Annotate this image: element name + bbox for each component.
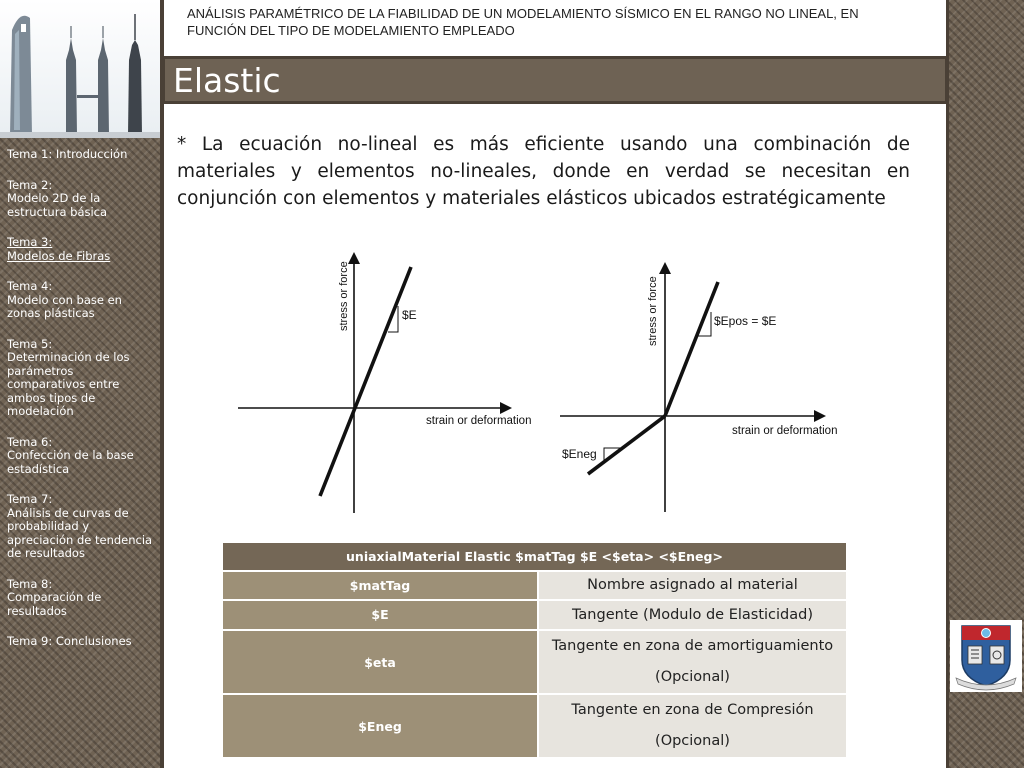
sidebar-item-label: Tema 1: Introducción	[7, 147, 128, 161]
parameter-table	[223, 541, 846, 759]
sidebar-item-label: Tema 5:	[7, 336, 53, 351]
sidebar-item-tema-3[interactable]	[7, 236, 154, 263]
header-subtitle: ANÁLISIS PARAMÉTRICO DE LA FIABILIDAD DE UN MODELAMIENTO SÍSMICO EN EL RANGO NO LINEAL, EN FUNCIÓN DEL TIPO DE MODELAMIENTO EMPLEADO	[187, 6, 859, 38]
sidebar-item-tema-5[interactable]	[7, 338, 154, 419]
table-row	[223, 695, 846, 757]
elastic-diagram-symmetric	[232, 248, 544, 516]
sidebar-item-desc: Análisis de curvas de probabilidad y apreciación de tendencia de resultados	[7, 505, 153, 560]
sidebar-item-desc: Modelo con base en zonas plásticas	[7, 292, 122, 320]
sidebar-item-label: Tema 6:	[7, 434, 53, 449]
sidebar-item-tema-2[interactable]	[7, 179, 154, 220]
param-value: Nombre asignado al material	[539, 572, 846, 599]
elastic-diagram-asymmetric	[556, 256, 862, 516]
stress-strain-neg	[588, 416, 665, 474]
university-logo	[950, 620, 1022, 692]
sidebar-item-label: Tema 7:	[7, 492, 53, 506]
table-row	[223, 572, 846, 599]
param-value: Tangente (Modulo de Elasticidad)	[539, 601, 846, 629]
sidebar-item-desc: Comparación de resultados	[7, 590, 102, 618]
sidebar-item-label: Tema 3:	[7, 235, 53, 249]
page-title: Elastic	[173, 61, 281, 100]
x-axis-arrow	[814, 410, 826, 422]
sidebar-item-desc: Modelo 2D de la estructura básica	[7, 191, 108, 219]
sidebar-item-label: Tema 9: Conclusiones	[7, 634, 132, 648]
sidebar-item-tema-1[interactable]	[7, 148, 154, 162]
param-key: $eta	[223, 631, 539, 693]
sidebar-item-tema-6[interactable]	[7, 436, 154, 477]
table-header: uniaxialMaterial Elastic $matTag $E <$eta> <$Eneg>	[223, 543, 846, 570]
body-paragraph: * La ecuación no-lineal es más eficiente usando una combinación de materiales y elementos no-lineales, donde en verdad se necesitan en conjunción con elementos y materiales elásticos ubicados estratégicamente	[177, 134, 910, 209]
table-row	[223, 631, 846, 693]
param-key: $matTag	[223, 572, 539, 599]
x-axis-arrow	[500, 402, 512, 414]
slope-neg-label: $Eneg	[562, 447, 597, 461]
title-bar	[162, 56, 948, 104]
sidebar-nav	[0, 142, 160, 666]
sidebar-item-tema-8[interactable]	[7, 578, 154, 619]
x-axis-label: strain or deformation	[732, 425, 838, 437]
sidebar-item-tema-4[interactable]	[7, 280, 154, 321]
y-axis-arrow	[659, 262, 671, 274]
stress-strain-line	[320, 267, 411, 496]
slope-label: $E	[402, 308, 417, 322]
skyline-image	[0, 0, 160, 138]
sidebar-item-tema-7[interactable]	[7, 493, 154, 561]
param-value: Tangente en zona de Compresión (Opcional)	[539, 695, 846, 757]
sidebar-item-label: Tema 8:	[7, 576, 53, 591]
sidebar-item-label: Tema 2:	[7, 177, 53, 192]
y-axis-label: stress or force	[647, 276, 659, 346]
left-divider	[160, 0, 164, 768]
table-row	[223, 601, 846, 629]
slope-pos-label: $Epos = $E	[714, 314, 777, 328]
sidebar-item-desc: Confección de la base estadística	[7, 448, 134, 476]
sidebar-item-label: Tema 4:	[7, 279, 53, 293]
stress-strain-pos	[665, 282, 718, 416]
param-key: $Eneg	[223, 695, 539, 757]
tower-1	[10, 16, 32, 135]
x-axis-label: strain or deformation	[426, 415, 532, 427]
param-value: Tangente en zona de amortiguamiento (Opcional)	[539, 631, 846, 693]
sidebar-item-desc: Modelos de Fibras	[7, 248, 111, 263]
sidebar-item-desc: Determinación de los parámetros comparativos entre ambos tipos de modelación	[7, 350, 130, 418]
sidebar-item-tema-9[interactable]	[7, 635, 154, 649]
param-key: $E	[223, 601, 539, 629]
y-axis-label: stress or force	[338, 261, 350, 331]
